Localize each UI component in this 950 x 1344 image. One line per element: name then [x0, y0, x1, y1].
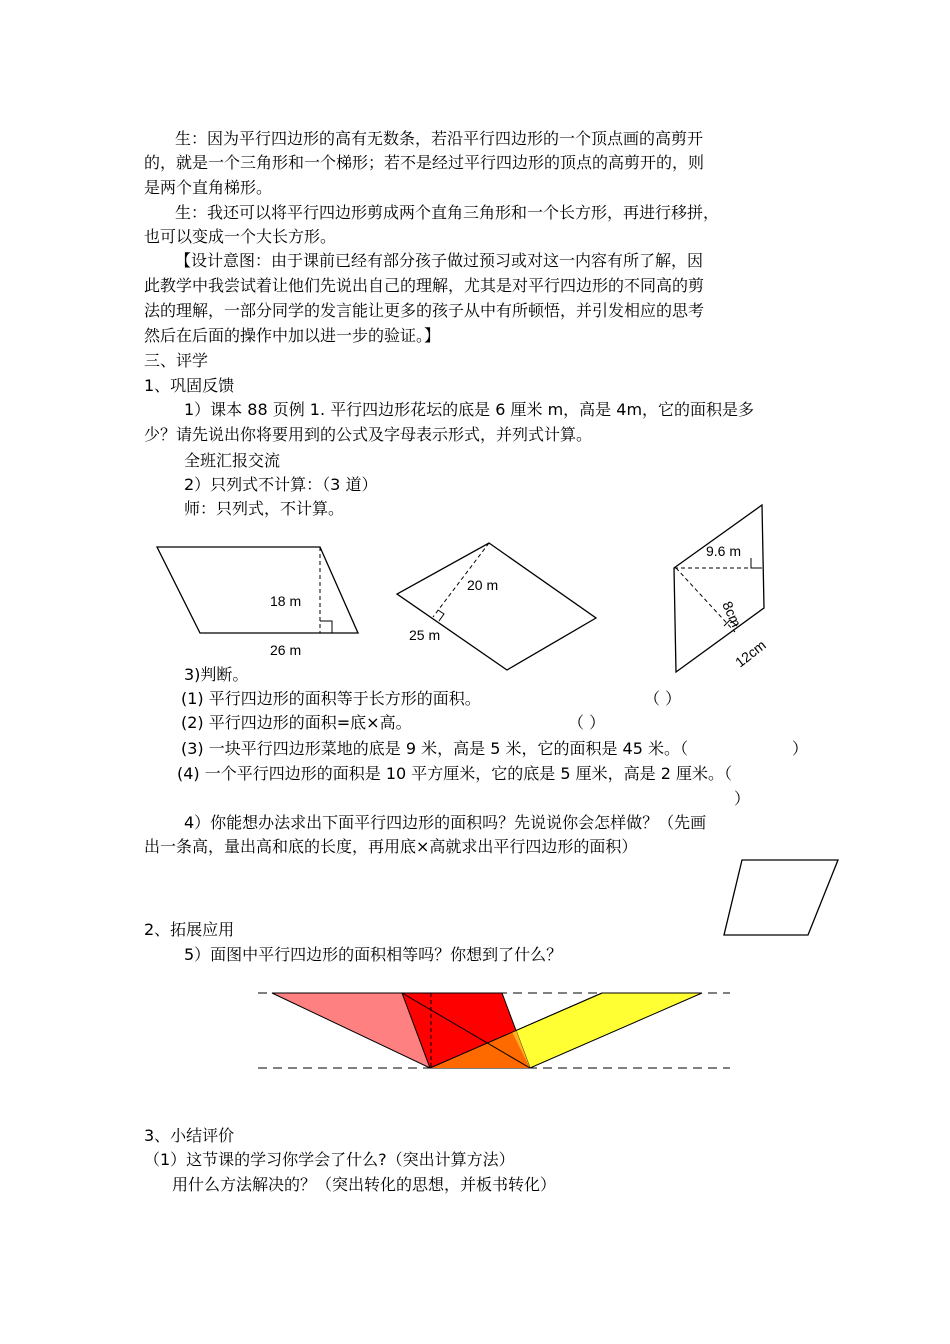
design-intent-line-1: 【设计意图：由于课前已经有部分孩子做过预习或对这一内容有所了解，因: [175, 251, 704, 270]
question-1-line-1: 1）课本 88 页例 1. 平行四边形花坛的底是 6 厘米 m，高是 4m，它的面积是多: [184, 400, 755, 419]
fig3-side-label: 12cm: [731, 636, 769, 671]
fig3-height-label: 8cm: [719, 598, 745, 630]
question-4-line-1: 4）你能想办法求出下面平行四边形的面积吗？先说说你会怎样做？（先画: [184, 813, 707, 832]
design-intent-line-2: 此教学中我尝试着让他们先说出自己的理解，尤其是对平行四边形的不同高的剪: [144, 276, 705, 295]
judge-title: 3)判断。: [184, 665, 249, 684]
question-5: 5）面图中平行四边形的面积相等吗？你想到了什么？: [184, 945, 563, 964]
summary-line-2: 用什么方法解决的？（突出转化的思想，并板书转化）: [172, 1175, 557, 1194]
question-2: 2）只列式不计算：（3 道）: [184, 475, 378, 494]
judge-item-1-paren[interactable]: （ ）: [644, 689, 682, 708]
fig2-height-label: 20 m: [467, 577, 499, 593]
class-report: 全班汇报交流: [184, 451, 281, 470]
judge-item-2: (2) 平行四边形的面积=底×高。: [181, 713, 412, 732]
judge-item-3-close[interactable]: ）: [792, 739, 809, 758]
fig1-height-label: 18 m: [270, 593, 302, 609]
judge-item-4: (4) 一个平行四边形的面积是 10 平方厘米，它的底是 5 厘米，高是 2 厘米。（: [177, 764, 732, 783]
section-heading-assess: 三、评学: [144, 351, 209, 370]
fig3-top-label: 9.6 m: [706, 543, 742, 559]
judge-item-1: (1) 平行四边形的面积等于长方形的面积。: [181, 689, 481, 708]
judge-item-4-close[interactable]: ）: [734, 789, 751, 808]
judge-item-3: (3) 一块平行四边形菜地的底是 9 米，高是 5 米，它的面积是 45 米。（: [181, 739, 688, 758]
design-intent-line-4: 然后在后面的操作中加以进一步的验证。】: [144, 326, 441, 345]
question-4-line-2: 出一条高，量出高和底的长度，再用底×高就求出平行四边形的面积）: [144, 837, 638, 856]
teacher-line: 师：只列式，不计算。: [184, 499, 345, 518]
student-line-1a: 生：因为平行四边形的高有无数条，若沿平行四边形的一个顶点画的高剪开: [175, 129, 704, 148]
question-1-line-2: 少？请先说出你将要用到的公式及字母表示形式，并列式计算。: [144, 425, 593, 444]
fig2-base-label: 25 m: [409, 627, 441, 643]
design-intent-line-3: 法的理解，一部分同学的发言能让更多的孩子从中有所顿悟，并引发相应的思考: [144, 301, 705, 320]
student-line-1b: 的，就是一个三角形和一个梯形；若不是经过平行四边形的顶点的高剪开的，则: [144, 153, 705, 172]
judge-item-2-paren[interactable]: （ ）: [568, 713, 606, 732]
summary-line-1: （1）这节课的学习你学会了什么?（突出计算方法）: [144, 1150, 515, 1169]
student-line-2b: 也可以变成一个大长方形。: [144, 227, 337, 246]
fig1-base-label: 26 m: [270, 642, 302, 658]
student-line-1c: 是两个直角梯形。: [144, 178, 273, 197]
subheading-consolidate: 1、巩固反馈: [144, 376, 235, 395]
subheading-extension: 2、拓展应用: [144, 920, 235, 939]
subheading-summary: 3、小结评价: [144, 1126, 235, 1145]
student-line-2a: 生：我还可以将平行四边形剪成两个直角三角形和一个长方形，再进行移拼，: [175, 203, 720, 222]
